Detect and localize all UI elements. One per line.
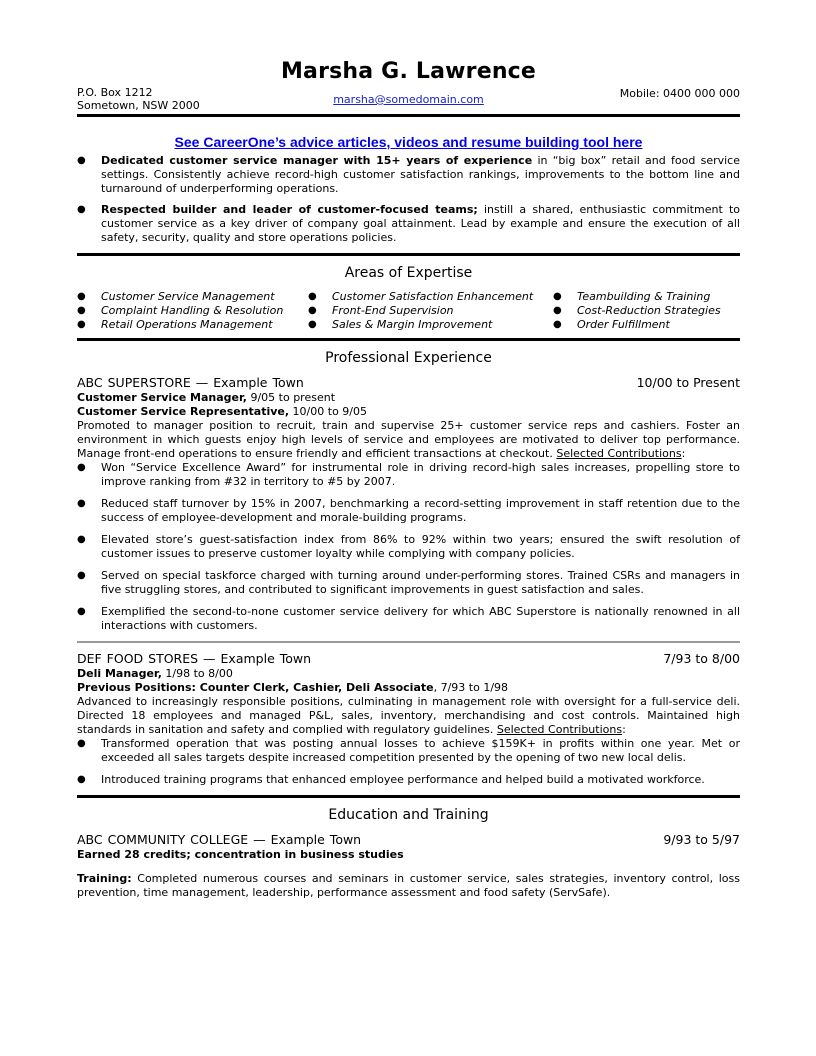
bullet-icon: ● <box>77 155 86 166</box>
summary-text: in “big box” retail and food service settings. Consistently achieve record-high customer satisfaction rankings, improvements to the bottom line and turnaround of underperforming operations. <box>101 154 741 195</box>
contributions-label: Selected Contributions <box>496 723 623 736</box>
achievement-item <box>77 497 740 525</box>
education-header <box>77 832 740 848</box>
credits-text: Earned 28 credits; concentration in business studies <box>77 848 404 861</box>
summary-highlight: Dedicated customer service manager with 15+ years of experience <box>101 154 533 167</box>
achievement-text: Won “Service Excellence Award” for instrumental role in driving record-high sales increases, propelling store to improve ranking from #32 in territory to #5 by 2007. <box>101 461 740 488</box>
achievement-list <box>77 737 740 787</box>
position-title: Customer Service Manager, <box>77 391 247 404</box>
job-header <box>77 375 740 391</box>
achievement-text: Served on special taskforce charged with turning around under-performing stores. Trained CSRs and managers in five struggling stores, and contributed to significant improvements in guest satisfaction and sales. <box>101 569 740 596</box>
position-title: Deli Manager, <box>77 667 162 680</box>
expertise-item <box>308 304 553 318</box>
training-label: Training: <box>77 872 132 885</box>
summary-item <box>77 203 740 245</box>
careerone-banner <box>77 134 740 154</box>
position-title: Customer Service Representative, <box>77 405 290 418</box>
contributions-label: Selected Contributions <box>556 447 682 460</box>
achievement-item <box>77 737 740 765</box>
address-line-1: P.O. Box 1212 <box>77 86 153 99</box>
expertise-item <box>77 304 308 318</box>
achievement-item <box>77 773 740 787</box>
achievement-item <box>77 533 740 561</box>
expertise-item <box>308 290 553 304</box>
achievement-text: Transformed operation that was posting annual losses to achieve $159K+ in profits within one year. Met or exceeded all sales targets despite increased competition presented by the opening of two new local delis. <box>101 737 740 764</box>
position-dates: , 7/93 to 1/98 <box>433 681 509 694</box>
experience-title: Professional Experience <box>325 350 492 366</box>
address-line-2: Sometown, NSW 2000 <box>77 99 200 112</box>
achievement-item <box>77 461 740 489</box>
expertise-item <box>553 318 721 332</box>
expertise-title: Areas of Expertise <box>344 265 473 281</box>
bullet-icon: ● <box>77 204 86 215</box>
header-divider <box>77 114 740 117</box>
expertise-label: Customer Satisfaction Enhancement <box>332 290 534 303</box>
job-description-text: Advanced to increasingly responsible positions, culminating in management role with oversight for a full-service deli. Directed 18 employees and managed P&L, sales, inventory, merchandising and cost controls. Maintained high standards in sanitation and safety and complied with regulatory guidelines. <box>77 695 740 736</box>
education-dates: 9/93 to 5/97 <box>663 832 740 847</box>
position-line <box>77 391 740 405</box>
employer: ABC SUPERSTORE — Example Town <box>77 375 304 390</box>
expertise-item <box>553 290 721 304</box>
bullet-icon: ● <box>553 319 562 330</box>
job-description: Promoted to manager position to recruit, train and supervise 25+ customer service reps and cashiers. Foster an environment in which guests enjoy high levels of service and employees are motivated to deliver top performance. Manage front-end operations to ensure friendly and efficient transactions at checkout. Selected Contributions: <box>77 419 740 460</box>
job-description-text: Promoted to manager position to recruit, train and supervise 25+ customer service reps and cashiers. Foster an environment in which guests enjoy high levels of service and employees are motivated to deliver top performance. Manage front-end operations to ensure friendly and efficient transactions at checkout. <box>77 419 740 460</box>
bullet-icon: ● <box>77 570 86 581</box>
summary-list <box>77 154 740 245</box>
position-title: Previous Positions: Counter Clerk, Cashier, Deli Associate <box>77 681 434 694</box>
bullet-icon: ● <box>77 738 86 749</box>
bullet-icon: ● <box>77 462 86 473</box>
careerone-link[interactable]: See CareerOne’s advice articles, videos and resume building tool here <box>174 134 643 150</box>
achievement-list <box>77 461 740 633</box>
job-dates: 10/00 to Present <box>636 375 740 390</box>
training-text: Completed numerous courses and seminars in customer service, sales strategies, inventory control, loss prevention, time management, leadership, performance assessment and food safety (ServSafe). <box>77 872 740 899</box>
achievement-text: Reduced staff turnover by 15% in 2007, benchmarking a record-setting improvement in staff retention due to the success of employee-development and morale-building programs. <box>101 497 740 524</box>
bullet-icon: ● <box>77 498 86 509</box>
expertise-label: Sales & Margin Improvement <box>332 318 493 331</box>
expertise-label: Customer Service Management <box>101 290 275 303</box>
bullet-icon: ● <box>553 291 562 302</box>
job-header <box>77 651 740 667</box>
expertise-grid <box>77 290 740 332</box>
job-divider <box>77 641 740 643</box>
education-title: Education and Training <box>328 807 489 823</box>
expertise-label: Teambuilding & Training <box>577 290 711 303</box>
summary-item <box>77 154 740 196</box>
contact-block <box>77 86 740 114</box>
position-line <box>77 667 740 681</box>
job-entry <box>77 375 740 633</box>
bullet-icon: ● <box>77 774 86 785</box>
expertise-column-1 <box>77 290 308 332</box>
job-description: Advanced to increasingly responsible positions, culminating in management role with oversight for a full-service deli. Directed 18 employees and managed P&L, sales, inventory, merchandising and cost controls. Maintained high standards in sanitation and safety and complied with regulatory guidelines. Selected Contributions: <box>77 695 740 736</box>
expertise-item <box>77 290 308 304</box>
section-divider <box>77 253 740 256</box>
expertise-label: Retail Operations Management <box>101 318 273 331</box>
bullet-icon: ● <box>77 291 86 302</box>
bullet-icon: ● <box>308 319 317 330</box>
bullet-icon: ● <box>308 291 317 302</box>
expertise-column-2 <box>308 290 553 332</box>
achievement-item <box>77 569 740 597</box>
expertise-column-3 <box>553 290 721 332</box>
achievement-text: Elevated store’s guest-satisfaction index from 86% to 92% within two years; ensured the swift resolution of customer issues to preserve customer loyalty while complying with company policies. <box>101 533 740 560</box>
education-entry <box>77 832 740 900</box>
bullet-icon: ● <box>77 606 86 617</box>
job-dates: 7/93 to 8/00 <box>663 651 740 666</box>
employer: DEF FOOD STORES — Example Town <box>77 651 312 666</box>
position-line <box>77 405 740 419</box>
job-entry <box>77 651 740 787</box>
position-line <box>77 681 740 695</box>
achievement-text: Introduced training programs that enhanced employee performance and helped build a motivated workforce. <box>101 773 705 786</box>
summary-text: instill a shared, enthusiastic commitment to customer service as a key driver of company goal attainment. Lead by example and ensure the execution of all safety, security, quality and store operations policies. <box>101 203 740 244</box>
mobile-number: Mobile: 0400 000 000 <box>619 87 740 100</box>
expertise-item <box>77 318 308 332</box>
position-dates: 1/98 to 8/00 <box>161 667 233 680</box>
achievement-text: Exemplified the second-to-none customer service delivery for which ABC Superstore is nationally renowned in all interactions with customers. <box>101 605 740 632</box>
expertise-item <box>553 304 721 318</box>
training-paragraph <box>77 872 740 900</box>
section-divider <box>77 338 740 341</box>
position-dates: 9/05 to present <box>246 391 336 404</box>
bullet-icon: ● <box>77 319 86 330</box>
candidate-name: Marsha G. Lawrence <box>280 59 537 84</box>
position-dates: 10/00 to 9/05 <box>289 405 367 418</box>
bullet-icon: ● <box>553 305 562 316</box>
expertise-label: Complaint Handling & Resolution <box>101 304 284 317</box>
email-link[interactable]: marsha@somedomain.com <box>333 93 484 106</box>
expertise-label: Cost-Reduction Strategies <box>577 304 721 317</box>
education-credits <box>77 848 740 862</box>
school-name: ABC COMMUNITY COLLEGE — Example Town <box>77 832 362 847</box>
achievement-item <box>77 605 740 633</box>
summary-highlight: Respected builder and leader of customer-focused teams; <box>101 203 478 216</box>
expertise-label: Order Fulfillment <box>577 318 670 331</box>
bullet-icon: ● <box>77 305 86 316</box>
bullet-icon: ● <box>77 534 86 545</box>
bullet-icon: ● <box>308 305 317 316</box>
resume-page <box>77 58 740 900</box>
expertise-item <box>308 318 553 332</box>
expertise-label: Front-End Supervision <box>332 304 454 317</box>
section-divider <box>77 795 740 798</box>
